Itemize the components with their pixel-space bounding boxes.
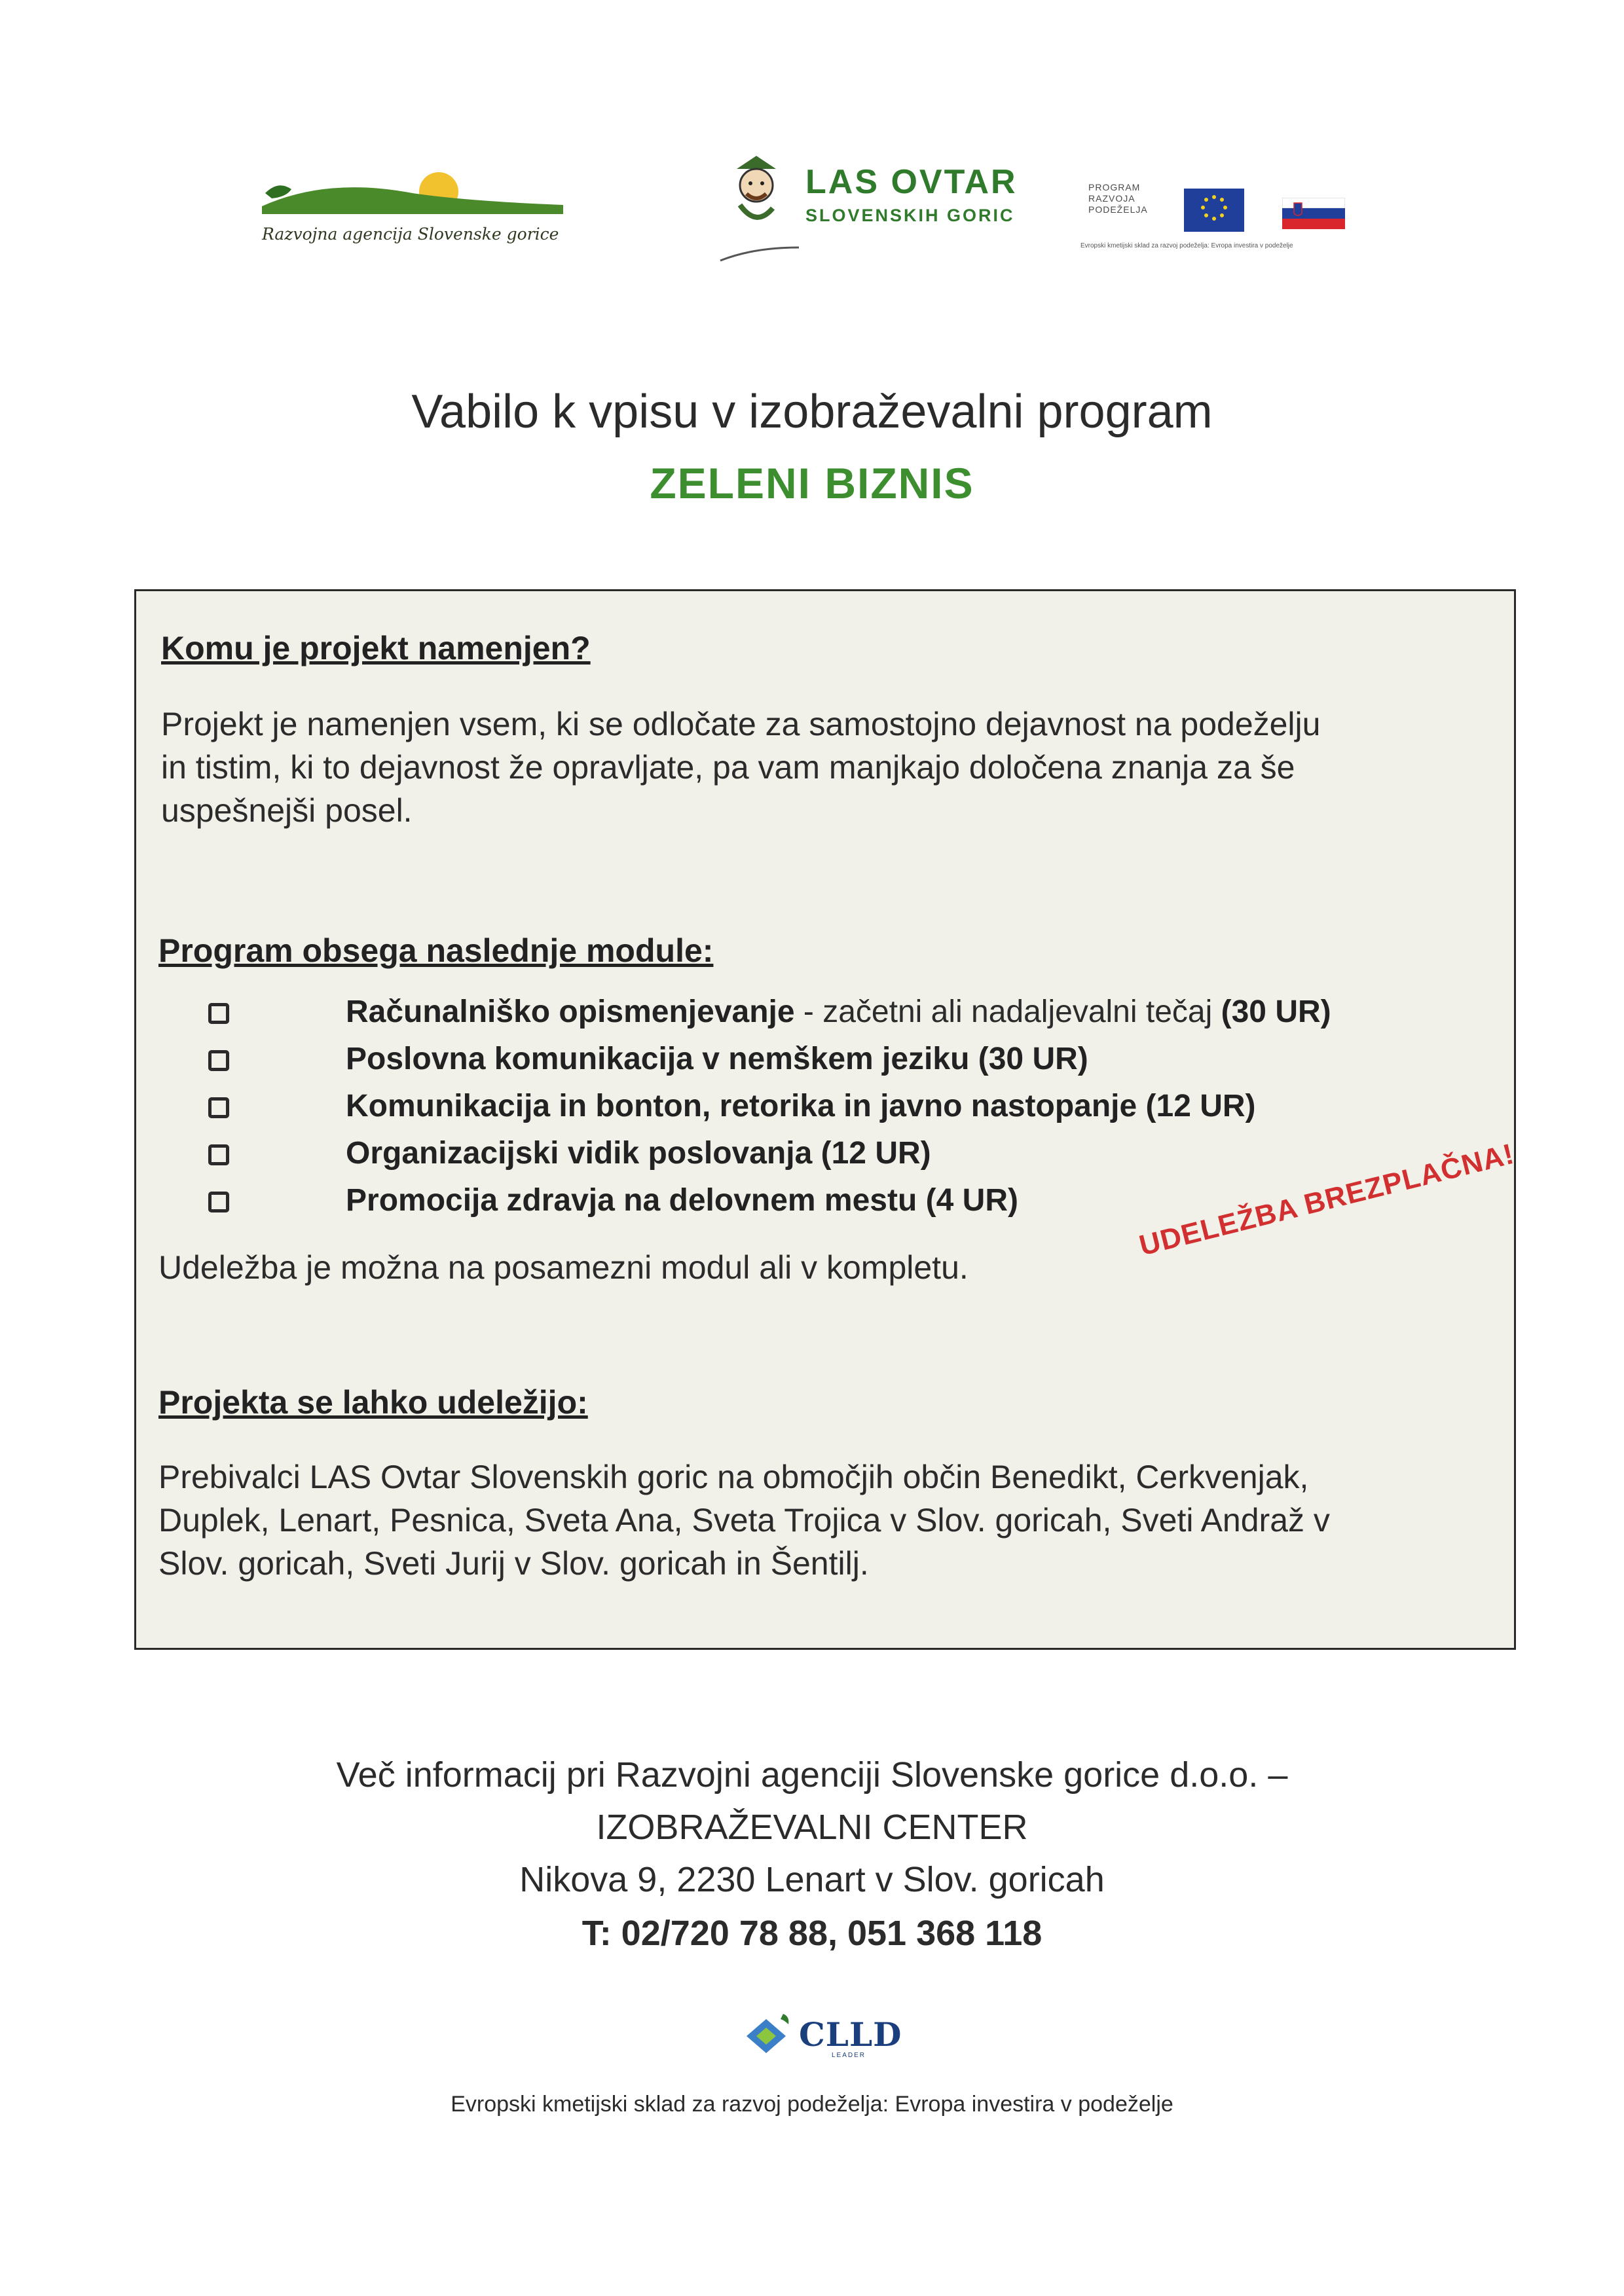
ra-logo-tagline: Razvojna agencija Slovenske gorice <box>262 225 559 244</box>
clld-text: CLLD <box>799 2015 902 2054</box>
section-heading-target: Komu je projekt namenjen? <box>161 630 591 666</box>
section-heading-modules: Program obsega naslednje module: <box>158 932 714 969</box>
prp-text <box>1088 182 1148 215</box>
checkbox-icon <box>208 1097 229 1118</box>
info-box <box>134 589 1516 1650</box>
target-paragraph <box>161 702 1497 832</box>
paragraph-line: Prebivalci LAS Ovtar Slovenskih goric na območjih občin Benedikt, Cerkvenjak, <box>158 1459 1309 1495</box>
contact-line: Več informacij pri Razvojni agenciji Slovenske gorice d.o.o. – <box>336 1755 1288 1795</box>
prp-line: RAZVOJA <box>1088 193 1135 204</box>
ra-slovenske-gorice-logo <box>249 167 589 252</box>
program-razvoja-podezelja-logo <box>1080 182 1395 264</box>
slovenia-flag-icon <box>1282 198 1345 229</box>
paragraph-line: uspešnejši posel. <box>161 792 413 829</box>
address: Nikova 9, 2230 Lenart v Slov. goricah <box>519 1860 1105 1899</box>
prp-fine-print: Evropski kmetijski sklad za razvoj podeželja: Evropa investira v podeželje <box>1080 242 1293 249</box>
page-title: Vabilo k vpisu v izobraževalni program <box>411 386 1213 438</box>
las-ovtar-logo <box>707 149 1018 267</box>
clld-leader-text: LEADER <box>832 2052 866 2059</box>
module-note: Udeležba je možna na posamezni modul ali v kompletu. <box>158 1249 969 1286</box>
eafrd-statement: Evropski kmetijski sklad za razvoj podeželja: Evropa investira v podeželje <box>451 2092 1173 2117</box>
checkbox-icon <box>208 1050 229 1071</box>
paragraph-line: Duplek, Lenart, Pesnica, Sveta Ana, Sveta Trojica v Slov. goricah, Sveti Andraž v <box>158 1502 1330 1539</box>
free-participation-stamp: UDELEŽBA BREZPLAČNA! <box>1136 1137 1518 1262</box>
las-subtitle: SLOVENSKIH GORIC <box>805 206 1015 225</box>
hills-sun-icon <box>249 167 589 226</box>
module-label: Organizacijski vidik poslovanja (12 UR) <box>346 1136 931 1171</box>
prp-line: PODEŽELJA <box>1088 204 1148 215</box>
clld-logo <box>740 2010 910 2062</box>
ovtar-mascot-icon <box>707 149 805 267</box>
checkbox-icon <box>208 1192 229 1212</box>
prp-line: PROGRAM <box>1088 182 1141 192</box>
phone-numbers: T: 02/720 78 88, 051 368 118 <box>581 1914 1043 1953</box>
checkbox-icon <box>208 1003 229 1024</box>
clld-emblem-icon <box>740 2010 796 2062</box>
module-label: Računalniško opismenjevanje - začetni ali nadaljevalni tečaj (30 UR) <box>346 994 1331 1029</box>
eu-flag-icon <box>1184 189 1244 232</box>
section-heading-participants: Projekta se lahko udeležijo: <box>158 1384 588 1421</box>
module-label: Poslovna komunikacija v nemškem jeziku (30 UR) <box>346 1042 1088 1076</box>
participants-paragraph <box>158 1455 1494 1585</box>
paragraph-line: Projekt je namenjen vsem, ki se odločate za samostojno dejavnost na podeželju <box>161 706 1321 742</box>
contact-line: IZOBRAŽEVALNI CENTER <box>596 1808 1028 1847</box>
module-label: Komunikacija in bonton, retorika in javno nastopanje (12 UR) <box>346 1089 1256 1123</box>
paragraph-line: Slov. goricah, Sveti Jurij v Slov. goricah in Šentilj. <box>158 1545 869 1582</box>
module-label: Promocija zdravja na delovnem mestu (4 UR) <box>346 1183 1018 1218</box>
paragraph-line: in tistim, ki to dejavnost že opravljate, pa vam manjkajo določena znanja za še <box>161 749 1295 786</box>
program-name: ZELENI BIZNIS <box>650 459 974 507</box>
las-title: LAS OVTAR <box>805 163 1018 201</box>
checkbox-icon <box>208 1144 229 1165</box>
